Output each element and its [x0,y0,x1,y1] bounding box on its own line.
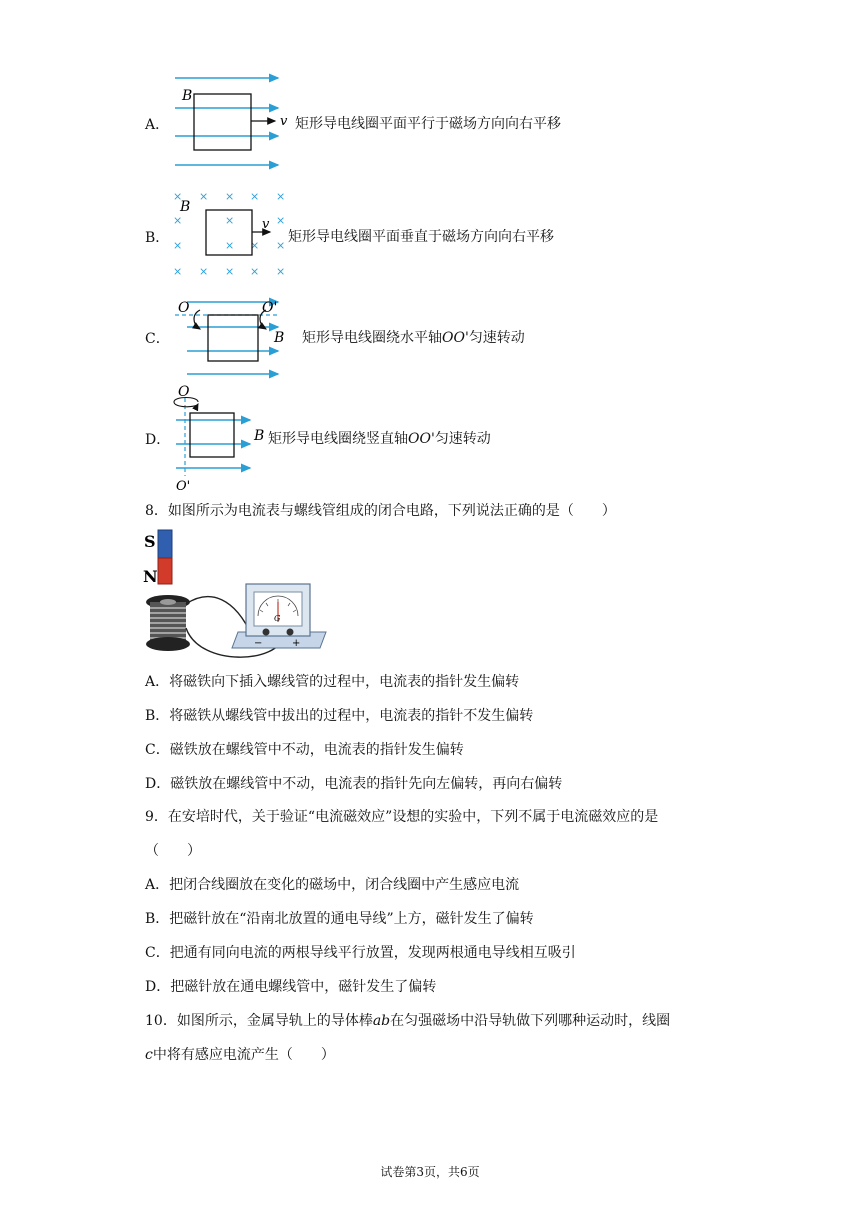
caption-text: 匀速转动 [468,330,525,346]
q10-text: 在匀强磁场中沿导轨做下列哪种运动时，线圈 [390,1013,671,1029]
q9-stem-line1: 9．在安培时代，关于验证“电流磁效应”设想的实验中，下列不属于电流磁效应的是 [145,809,659,825]
svg-text:×: × [173,265,183,278]
label-o-prime: O' [262,300,278,316]
page-footer: 试卷第3页，共6页 [380,1165,480,1179]
q9-stem-line2: （ ） [145,843,201,859]
figure-b-coil-translation-perpendicular [168,186,288,280]
svg-text:×: × [225,214,235,227]
svg-text:×: × [250,239,260,252]
svg-text:×: × [250,265,260,278]
rotation-arrow-left [194,310,200,329]
label-o-prime: O' [176,479,191,494]
q9-option-a: A．把闭合线圈放在变化的磁场中，闭合线圈中产生感应电流 [145,877,520,893]
option-a-caption: 矩形导电线圈平面平行于磁场方向向右平移 [295,116,561,132]
wire [186,597,252,636]
svg-text:×: × [173,214,183,227]
svg-text:×: × [225,190,235,203]
label-minus: − [254,638,263,649]
svg-text:×: × [276,190,286,203]
q8-option-c: C．磁铁放在螺线管中不动，电流表的指针发生偏转 [145,742,464,758]
label-v: v [280,114,288,129]
q9-option-b: B．把磁针放在“沿南北放置的通电导线”上方，磁针发生了偏转 [145,911,534,927]
q10-stem-line2 [145,1044,335,1064]
label-b: B [274,330,285,346]
q10-text: 10．如图所示，金属导轨上的导体棒 [145,1013,373,1029]
q9-option-d: D．把磁针放在通电螺线管中，磁针发生了偏转 [145,979,437,995]
label-s: S [144,532,156,551]
option-a-letter: A． [145,117,170,133]
svg-text:×: × [199,190,209,203]
q8-stem: 8．如图所示为电流表与螺线管组成的闭合电路，下列说法正确的是（ ） [145,503,616,519]
option-b-caption: 矩形导电线圈平面垂直于磁场方向向右平移 [288,229,554,245]
magnet-south-half [158,530,172,558]
svg-text:×: × [276,239,286,252]
solenoid [146,595,190,651]
q10-text: 中将有感应电流产生（ ） [152,1047,335,1063]
axis-label: OO' [408,431,435,447]
q8-option-d: D．磁铁放在螺线管中不动，电流表的指针先向左偏转，再向右偏转 [145,776,563,792]
label-v: v [262,217,270,232]
q10-var-ab: ab [372,1013,391,1029]
q8-option-a: A．将磁铁向下插入螺线管的过程中，电流表的指针发生偏转 [145,674,520,690]
caption-text: 矩形导电线圈绕水平轴 [302,330,442,346]
label-g: G [274,614,281,623]
option-b-letter: B． [145,230,170,246]
caption-text: 矩形导电线圈绕竖直轴 [268,431,408,447]
svg-text:×: × [276,265,286,278]
caption-text: 匀速转动 [434,431,491,447]
label-o: O [178,384,190,400]
svg-text:×: × [173,239,183,252]
label-b: B [254,428,265,444]
svg-text:×: × [225,239,235,252]
svg-text:×: × [225,265,235,278]
figure-q8-magnet-solenoid-galvanometer [140,528,330,662]
magnet-north-half [158,558,172,584]
svg-text:×: × [250,190,260,203]
coil-rectangle [208,315,258,361]
label-plus: + [292,638,301,649]
axis-label: OO' [442,330,469,346]
q9-option-c: C．把通有同向电流的两根导线平行放置，发现两根通电导线相互吸引 [145,945,576,961]
svg-text:×: × [276,214,286,227]
svg-text:×: × [173,190,183,203]
figure-c-horizontal-axis-rotation [170,296,300,380]
option-d-caption [268,428,491,448]
label-b: B [182,88,193,104]
label-o: O [178,300,190,316]
label-b: B [180,199,191,215]
figure-a-coil-translation [170,68,290,172]
figure-d-vertical-axis-rotation [170,384,270,496]
option-d-letter: D． [145,432,171,448]
coil-rectangle [194,94,251,150]
q10-var-c: c [145,1047,153,1063]
option-c-letter: C． [145,331,170,347]
galvanometer [232,584,326,649]
label-n: N [143,567,158,586]
option-c-caption [302,327,525,347]
svg-text:×: × [199,265,209,278]
q8-option-b: B．将磁铁从螺线管中拔出的过程中，电流表的指针不发生偏转 [145,708,534,724]
q10-stem-line1 [145,1010,670,1030]
